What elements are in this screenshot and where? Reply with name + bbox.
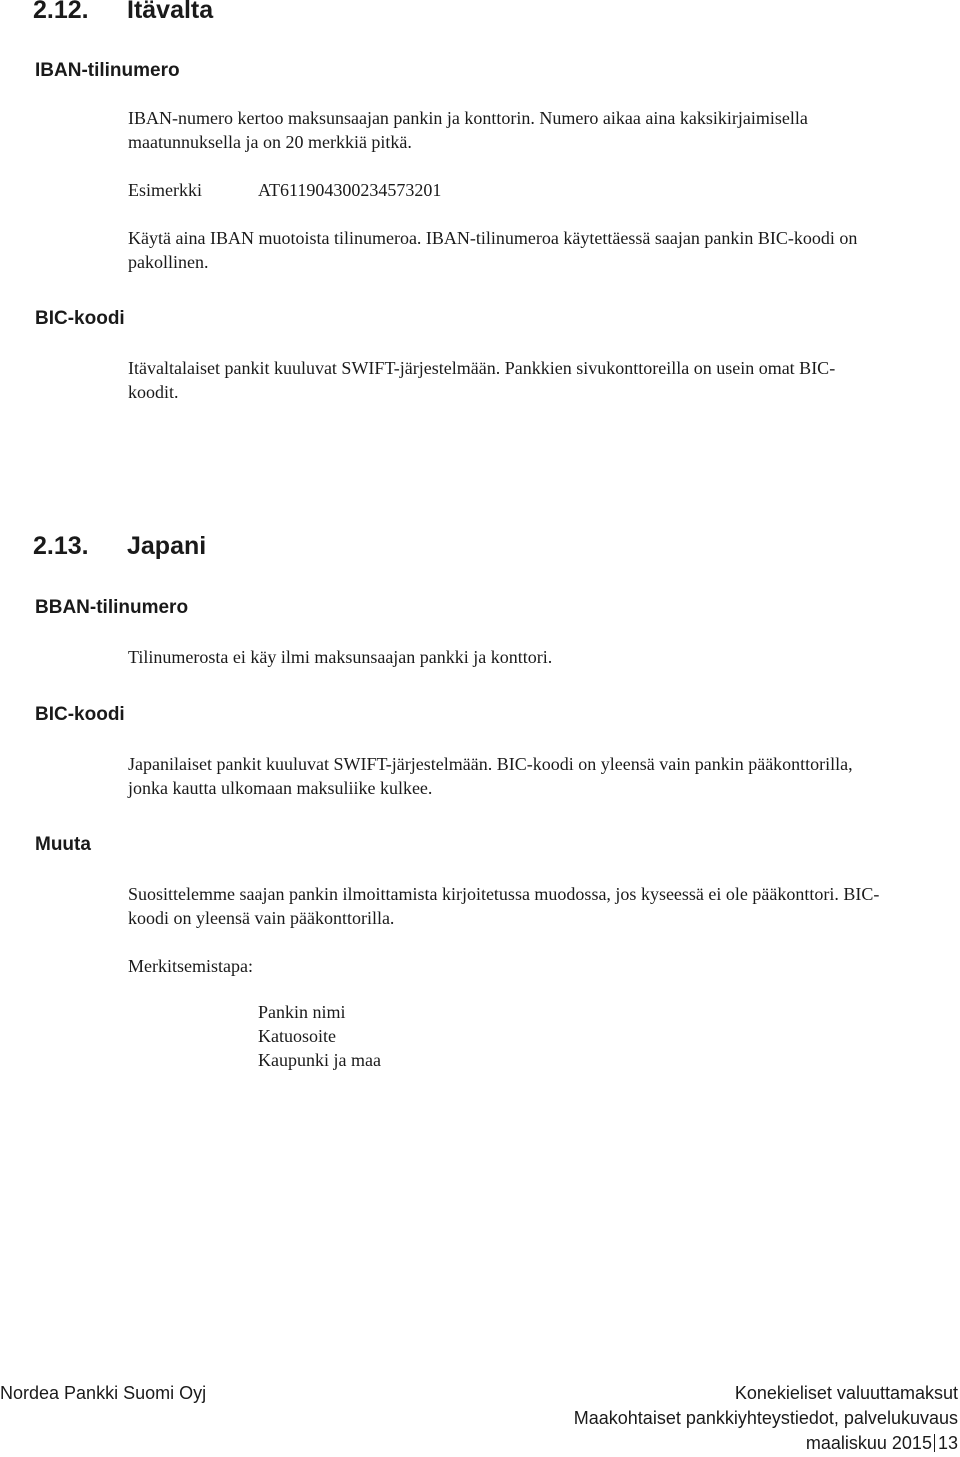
iban-note-line-1: Käytä aina IBAN muotoista tilinumeroa. IBAN-tilinumeroa käytettäessä saajan pankin BIC-koodi on bbox=[128, 228, 858, 248]
section-title: Itävalta bbox=[127, 0, 214, 24]
iban-heading: IBAN-tilinumero bbox=[35, 60, 180, 81]
other-heading: Muuta bbox=[35, 834, 91, 855]
bic-text-japan-line-1: Japanilaiset pankit kuuluvat SWIFT-järjestelmään. BIC-koodi on yleensä vain pankin pääkonttorilla, bbox=[128, 754, 853, 774]
format-label: Merkitsemistapa: bbox=[128, 956, 253, 976]
bic-heading-japan: BIC-koodi bbox=[35, 704, 125, 725]
bban-heading: BBAN-tilinumero bbox=[35, 597, 189, 618]
bic-text-austria-line-1: Itävaltalaiset pankit kuuluvat SWIFT-järjestelmään. Pankkien sivukonttoreilla on usein omat BIC- bbox=[128, 358, 836, 378]
section-title: Japani bbox=[127, 532, 207, 560]
iban-note-line-2: pakollinen. bbox=[128, 252, 209, 272]
section-heading-austria bbox=[33, 0, 213, 25]
address-line-bank-name: Pankin nimi bbox=[258, 1002, 346, 1022]
footer-document-title: Konekieliset valuuttamaksut bbox=[734, 1383, 958, 1403]
footer-document-subtitle: Maakohtaiset pankkiyhteystiedot, palvelukuvaus bbox=[573, 1408, 958, 1428]
example-label: Esimerkki bbox=[128, 180, 202, 200]
iban-text-line-1: IBAN-numero kertoo maksunsaajan pankin ja konttorin. Numero aikaa aina kaksikirjaimisella bbox=[128, 108, 808, 128]
section-heading-japan bbox=[33, 532, 206, 561]
bic-text-austria-line-2: koodit. bbox=[128, 382, 179, 402]
footer-separator bbox=[934, 1434, 935, 1452]
section-number: 2.13. bbox=[33, 532, 89, 560]
page-number: 13 bbox=[937, 1433, 958, 1453]
bban-text: Tilinumerosta ei käy ilmi maksunsaajan pankki ja konttori. bbox=[128, 647, 553, 667]
address-line-street: Katuosoite bbox=[258, 1026, 336, 1046]
example-value: AT611904300234573201 bbox=[258, 180, 442, 200]
bic-heading-austria: BIC-koodi bbox=[35, 308, 125, 329]
iban-text-line-2: maatunnuksella ja on 20 merkkiä pitkä. bbox=[128, 132, 412, 152]
other-text-line-1: Suosittelemme saajan pankin ilmoittamista kirjoitetussa muodossa, jos kyseessä ei ole pääkonttori. BIC- bbox=[128, 884, 880, 904]
address-line-city-country: Kaupunki ja maa bbox=[258, 1050, 381, 1070]
footer-date: maaliskuu 2015 bbox=[805, 1433, 932, 1453]
bic-text-japan-line-2: jonka kautta ulkomaan maksuliike kulkee. bbox=[128, 778, 433, 798]
footer-company: Nordea Pankki Suomi Oyj bbox=[0, 1383, 207, 1403]
other-text-line-2: koodi on yleensä vain pääkonttorilla. bbox=[128, 908, 395, 928]
section-number: 2.12. bbox=[33, 0, 89, 24]
footer-date-page bbox=[806, 1433, 958, 1454]
